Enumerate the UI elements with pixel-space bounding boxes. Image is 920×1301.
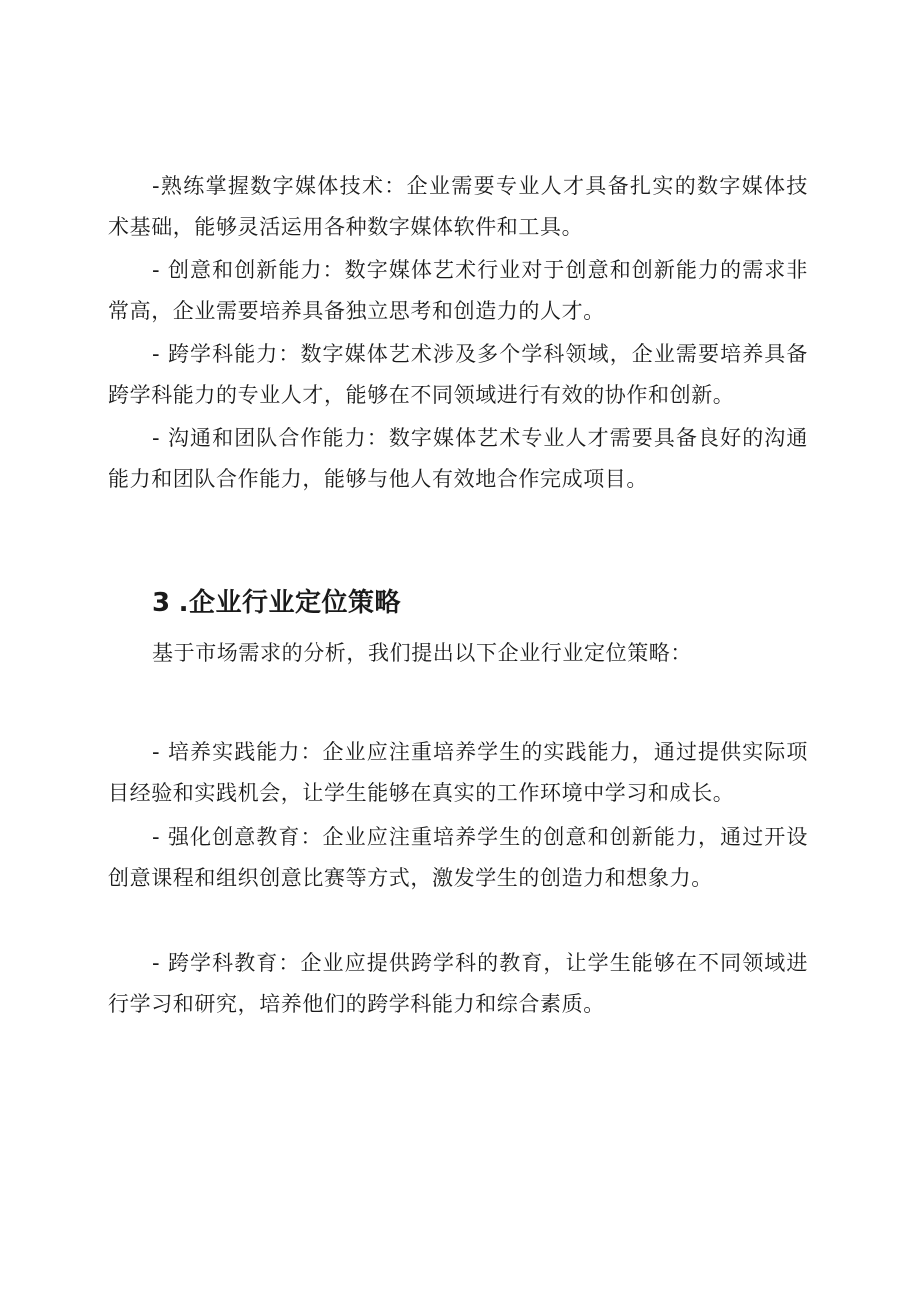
section-number: 3 bbox=[152, 588, 171, 618]
skill-item-communication: - 沟通和团队合作能力：数字媒体艺术专业人才需要具备良好的沟通能力和团队合作能力，能够与他人有效地合作完成项目。 bbox=[108, 426, 808, 491]
skill-item-digital-media: -熟练掌握数字媒体技术：企业需要专业人才具备扎实的数字媒体技术基础，能够灵活运用各种数字媒体软件和工具。 bbox=[108, 174, 808, 239]
strategy-item-interdisciplinary-education: - 跨学科教育：企业应提供跨学科的教育，让学生能够在不同领域进行学习和研究，培养他们的跨学科能力和综合素质。 bbox=[108, 951, 808, 1016]
section-title: .企业行业定位策略 bbox=[178, 588, 401, 618]
skill-item-creativity: - 创意和创新能力：数字媒体艺术行业对于创意和创新能力的需求非常高，企业需要培养具备独立思考和创造力的人才。 bbox=[108, 258, 808, 323]
section-heading bbox=[152, 583, 401, 623]
skill-item-interdisciplinary: - 跨学科能力：数字媒体艺术涉及多个学科领域，企业需要培养具备跨学科能力的专业人才，能够在不同领域进行有效的协作和创新。 bbox=[108, 342, 808, 407]
strategy-item-creative-education: - 强化创意教育：企业应注重培养学生的创意和创新能力，通过开设创意课程和组织创意比赛等方式，激发学生的创造力和想象力。 bbox=[108, 825, 808, 890]
section-intro: 基于市场需求的分析，我们提出以下企业行业定位策略： bbox=[152, 641, 692, 665]
strategy-item-practice: - 培养实践能力：企业应注重培养学生的实践能力，通过提供实际项目经验和实践机会，让学生能够在真实的工作环境中学习和成长。 bbox=[108, 740, 808, 805]
